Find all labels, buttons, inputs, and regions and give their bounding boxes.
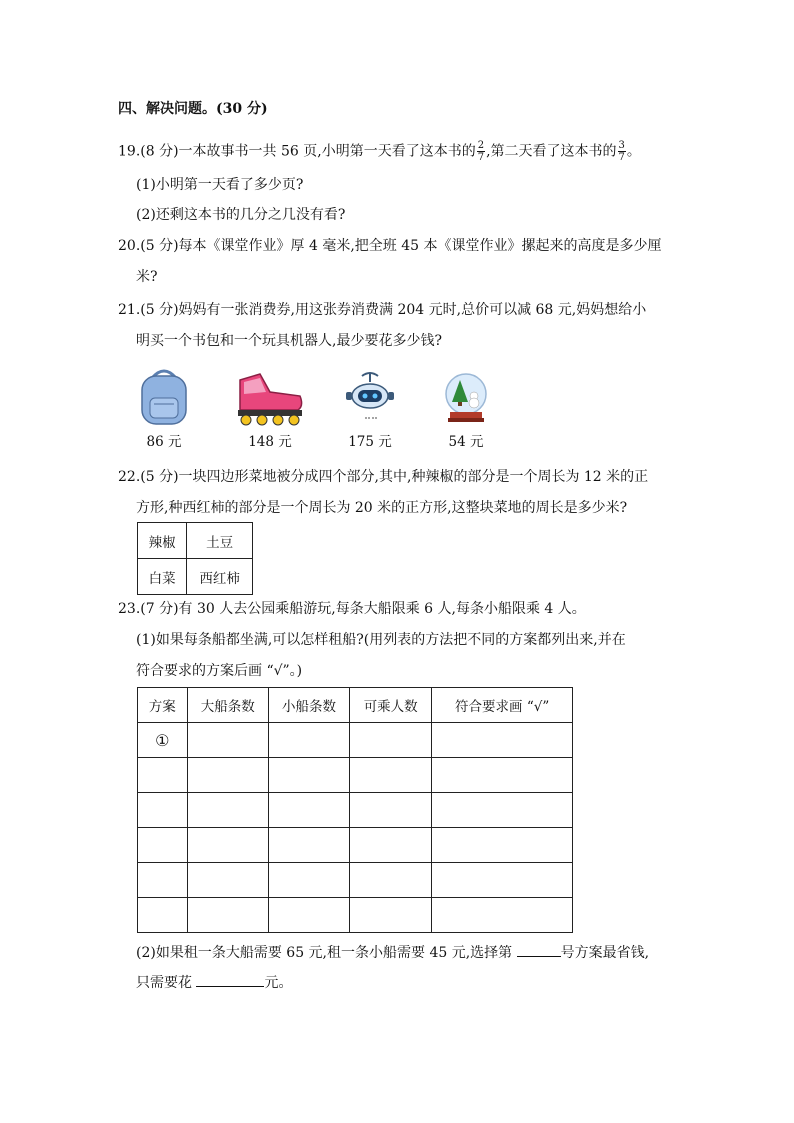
roller-skate-icon (230, 366, 310, 426)
answer-cell[interactable] (350, 828, 432, 863)
fraction-2-7: $\frac{2}{7}$ (477, 140, 485, 163)
boat-plan-table (137, 687, 573, 933)
answer-cell[interactable] (268, 863, 349, 898)
q19-sub1: (1)小明第一天看了多少页? (136, 177, 304, 193)
q19-stem-b: ,第二天看了这本书的 (486, 143, 617, 160)
table-header-capacity: 可乘人数 (350, 688, 432, 723)
table-row (138, 863, 573, 898)
q23-sub2-line2 (136, 972, 292, 993)
q19-stem-a: 19.(8 分)一本故事书一共 56 页,小明第一天看了这本书的 (118, 143, 476, 160)
answer-cell[interactable] (432, 828, 573, 863)
table-header-small-boats: 小船条数 (268, 688, 349, 723)
q23-sub2-text-b: 号方案最省钱, (560, 945, 650, 961)
q23-stem: 23.(7 分)有 30 人去公园乘船游玩,每条大船限乘 6 人,每条小船限乘 4 人。 (118, 601, 586, 617)
answer-cell[interactable] (432, 898, 573, 933)
item-backpack (124, 366, 204, 450)
q19-sub2: (2)还剩这本书的几分之几没有看? (136, 207, 346, 223)
fraction-3-7: $\frac{3}{7}$ (618, 140, 625, 163)
answer-cell[interactable] (187, 828, 268, 863)
price-label: 148 元 (248, 434, 292, 450)
answer-cell[interactable] (187, 758, 268, 793)
answer-cell[interactable] (138, 828, 188, 863)
robot-icon (330, 366, 410, 426)
answer-cell[interactable] (432, 793, 573, 828)
answer-cell[interactable] (187, 793, 268, 828)
answer-cell[interactable] (268, 898, 349, 933)
answer-cell[interactable] (268, 723, 349, 758)
answer-cell[interactable] (187, 898, 268, 933)
table-header-check: 符合要求画 “√” (432, 688, 573, 723)
q23-sub2-text-c: 只需要花 (136, 975, 197, 991)
price-label: 54 元 (448, 434, 484, 450)
table-header-big-boats: 大船条数 (187, 688, 268, 723)
answer-cell[interactable] (432, 863, 573, 898)
q21-line1: 21.(5 分)妈妈有一张消费券,用这张券消费满 204 元时,总价可以减 68 元,妈妈想给小 (118, 302, 647, 318)
q23-sub1-line1: (1)如果每条船都坐满,可以怎样租船?(用列表的方法把不同的方案都列出来,并在 (136, 632, 626, 648)
table-row (138, 793, 573, 828)
answer-cell[interactable] (268, 793, 349, 828)
plot-cell-pepper: 辣椒 (138, 523, 187, 559)
answer-cell[interactable] (350, 898, 432, 933)
q20-line2: 米? (136, 269, 158, 285)
answer-cell[interactable] (350, 793, 432, 828)
snow-globe-icon (426, 366, 506, 426)
item-roller-skate (230, 366, 310, 450)
item-snow-globe (426, 366, 506, 450)
answer-cell[interactable] (187, 723, 268, 758)
section-title: 四、解决问题。(30 分) (118, 101, 268, 117)
q22-line1: 22.(5 分)一块四边形菜地被分成四个部分,其中,种辣椒的部分是一个周长为 12 米的正 (118, 469, 649, 485)
answer-cell[interactable] (138, 863, 188, 898)
item-robot (330, 366, 410, 450)
answer-cell[interactable] (432, 723, 573, 758)
price-label: 175 元 (348, 434, 392, 450)
answer-cell[interactable] (138, 898, 188, 933)
table-row (138, 758, 573, 793)
answer-cell[interactable] (138, 793, 188, 828)
answer-cell[interactable] (350, 758, 432, 793)
question-19-stem (118, 140, 641, 163)
table-row (138, 898, 573, 933)
vegetable-plot-grid (137, 522, 253, 595)
q20-line1: 20.(5 分)每本《课堂作业》厚 4 毫米,把全班 45 本《课堂作业》摞起来的高度是多少厘 (118, 238, 662, 254)
cost-blank[interactable] (196, 972, 264, 987)
answer-cell[interactable] (268, 828, 349, 863)
backpack-icon (124, 366, 204, 426)
q23-sub2-text-d: 元。 (264, 975, 293, 991)
q19-stem-c: 。 (626, 143, 641, 160)
answer-cell[interactable] (432, 758, 573, 793)
q23-sub2-line1 (136, 942, 649, 963)
answer-cell[interactable] (350, 863, 432, 898)
answer-cell[interactable] (350, 723, 432, 758)
answer-cell[interactable] (268, 758, 349, 793)
table-row (138, 828, 573, 863)
q21-line2: 明买一个书包和一个玩具机器人,最少要花多少钱? (136, 333, 442, 349)
plan-number-1: ① (138, 723, 188, 758)
q23-sub2-text-a: (2)如果租一条大船需要 65 元,租一条小船需要 45 元,选择第 (136, 945, 517, 961)
plan-number-blank[interactable] (517, 942, 561, 957)
price-label: 86 元 (146, 434, 182, 450)
table-header-plan: 方案 (138, 688, 188, 723)
plot-cell-potato: 土豆 (187, 523, 253, 559)
table-row (138, 723, 573, 758)
plot-cell-tomato: 西红柿 (187, 559, 253, 595)
q23-sub1-line2: 符合要求的方案后画 “√”。) (136, 663, 303, 679)
answer-cell[interactable] (187, 863, 268, 898)
plot-cell-cabbage: 白菜 (138, 559, 187, 595)
answer-cell[interactable] (138, 758, 188, 793)
q22-line2: 方形,种西红柿的部分是一个周长为 20 米的正方形,这整块菜地的周长是多少米? (136, 500, 628, 516)
